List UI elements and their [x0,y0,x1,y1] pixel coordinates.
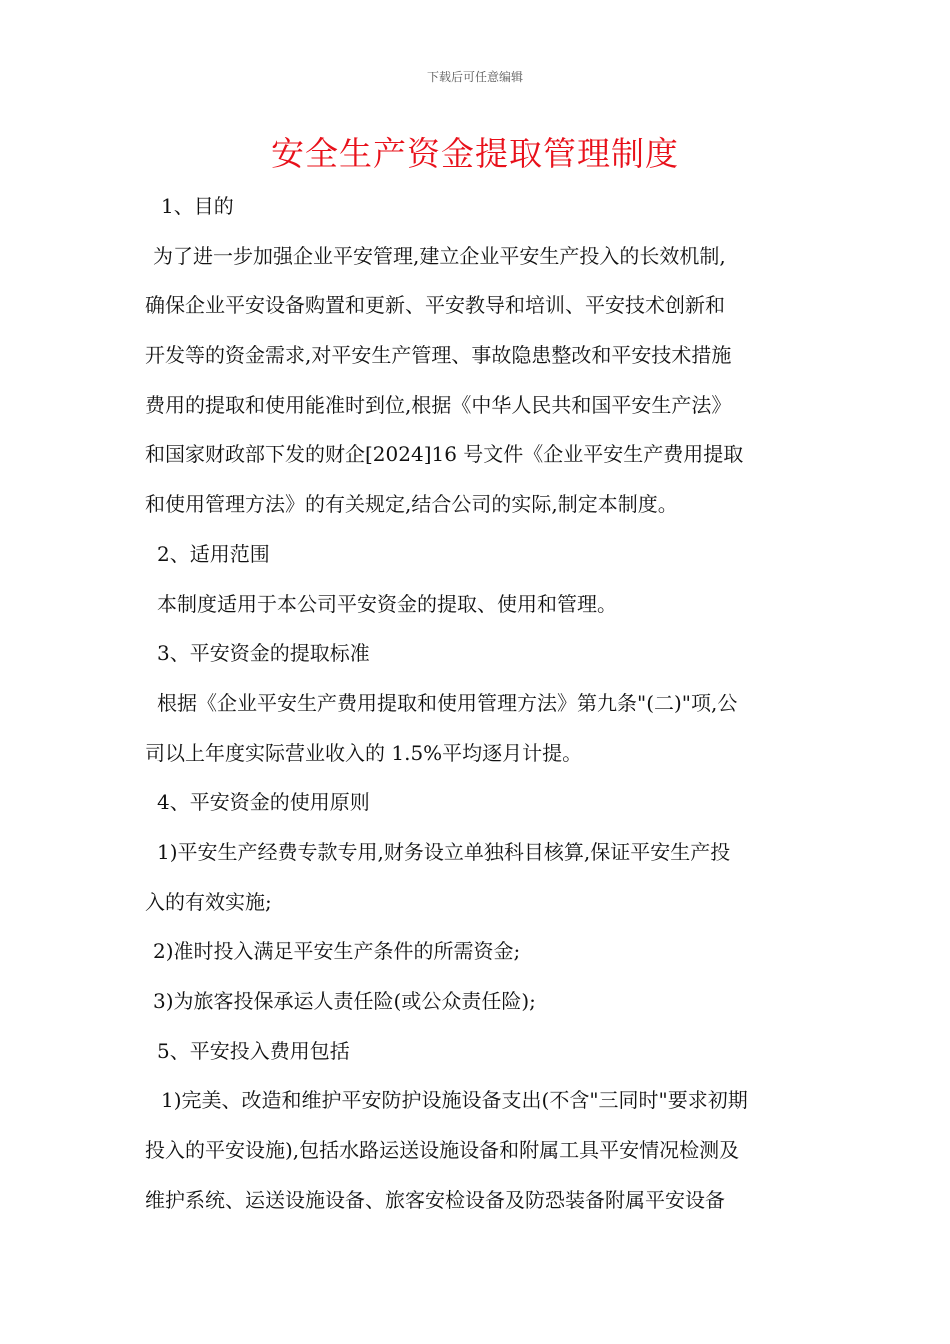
body-line: 入的有效实施; [145,889,272,914]
body-line: 2、适用范围 [157,541,270,566]
document-title: 安全生产资金提取管理制度 [271,134,679,173]
body-line: 1、目的 [161,194,234,218]
body-line: 和使用管理方法》的有关规定,结合公司的实际,制定本制度。 [145,492,678,517]
body-line: 1)完美、改造和维护平安防护设施设备支出(不含"三同时"要求初期 [161,1088,748,1113]
body-line: 确保企业平安设备购置和更新、平安教导和培训、平安技术创新和 [145,293,725,318]
body-line: 3、平安资金的提取标准 [157,641,370,666]
body-line: 根据《企业平安生产费用提取和使用管理方法》第九条"(二)"项,公 [157,690,738,715]
body-line: 费用的提取和使用能准时到位,根据《中华人民共和国平安生产法》 [145,392,732,417]
body-line: 4、平安资金的使用原则 [157,790,370,815]
body-line: 司以上年度实际营业收入的 1.5%平均逐月计提。 [145,740,583,765]
body-line: 5、平安投入费用包括 [157,1038,350,1063]
body-line: 开发等的资金需求,对平安生产管理、事故隐患整改和平安技术措施 [145,343,732,368]
body-line: 投入的平安设施),包括水路运送设施设备和附属工具平安情况检测及 [145,1138,740,1163]
body-line: 为了进一步加强企业平安管理,建立企业平安生产投入的长效机制, [153,243,726,268]
body-line: 本制度适用于本公司平安资金的提取、使用和管理。 [157,591,617,616]
header-note: 下载后可任意编辑 [426,70,523,84]
body-line: 和国家财政部下发的财企[2024]16 号文件《企业平安生产费用提取 [145,442,744,467]
body-line: 3)为旅客投保承运人责任险(或公众责任险); [153,989,536,1013]
document-body [145,182,809,1225]
body-line: 1)平安生产经费专款专用,财务设立单独科目核算,保证平安生产投 [157,839,731,864]
body-line: 2)准时投入满足平安生产条件的所需资金; [153,939,521,964]
body-line: 维护系统、运送设施设备、旅客安检设备及防恐装备附属平安设备 [145,1187,725,1212]
